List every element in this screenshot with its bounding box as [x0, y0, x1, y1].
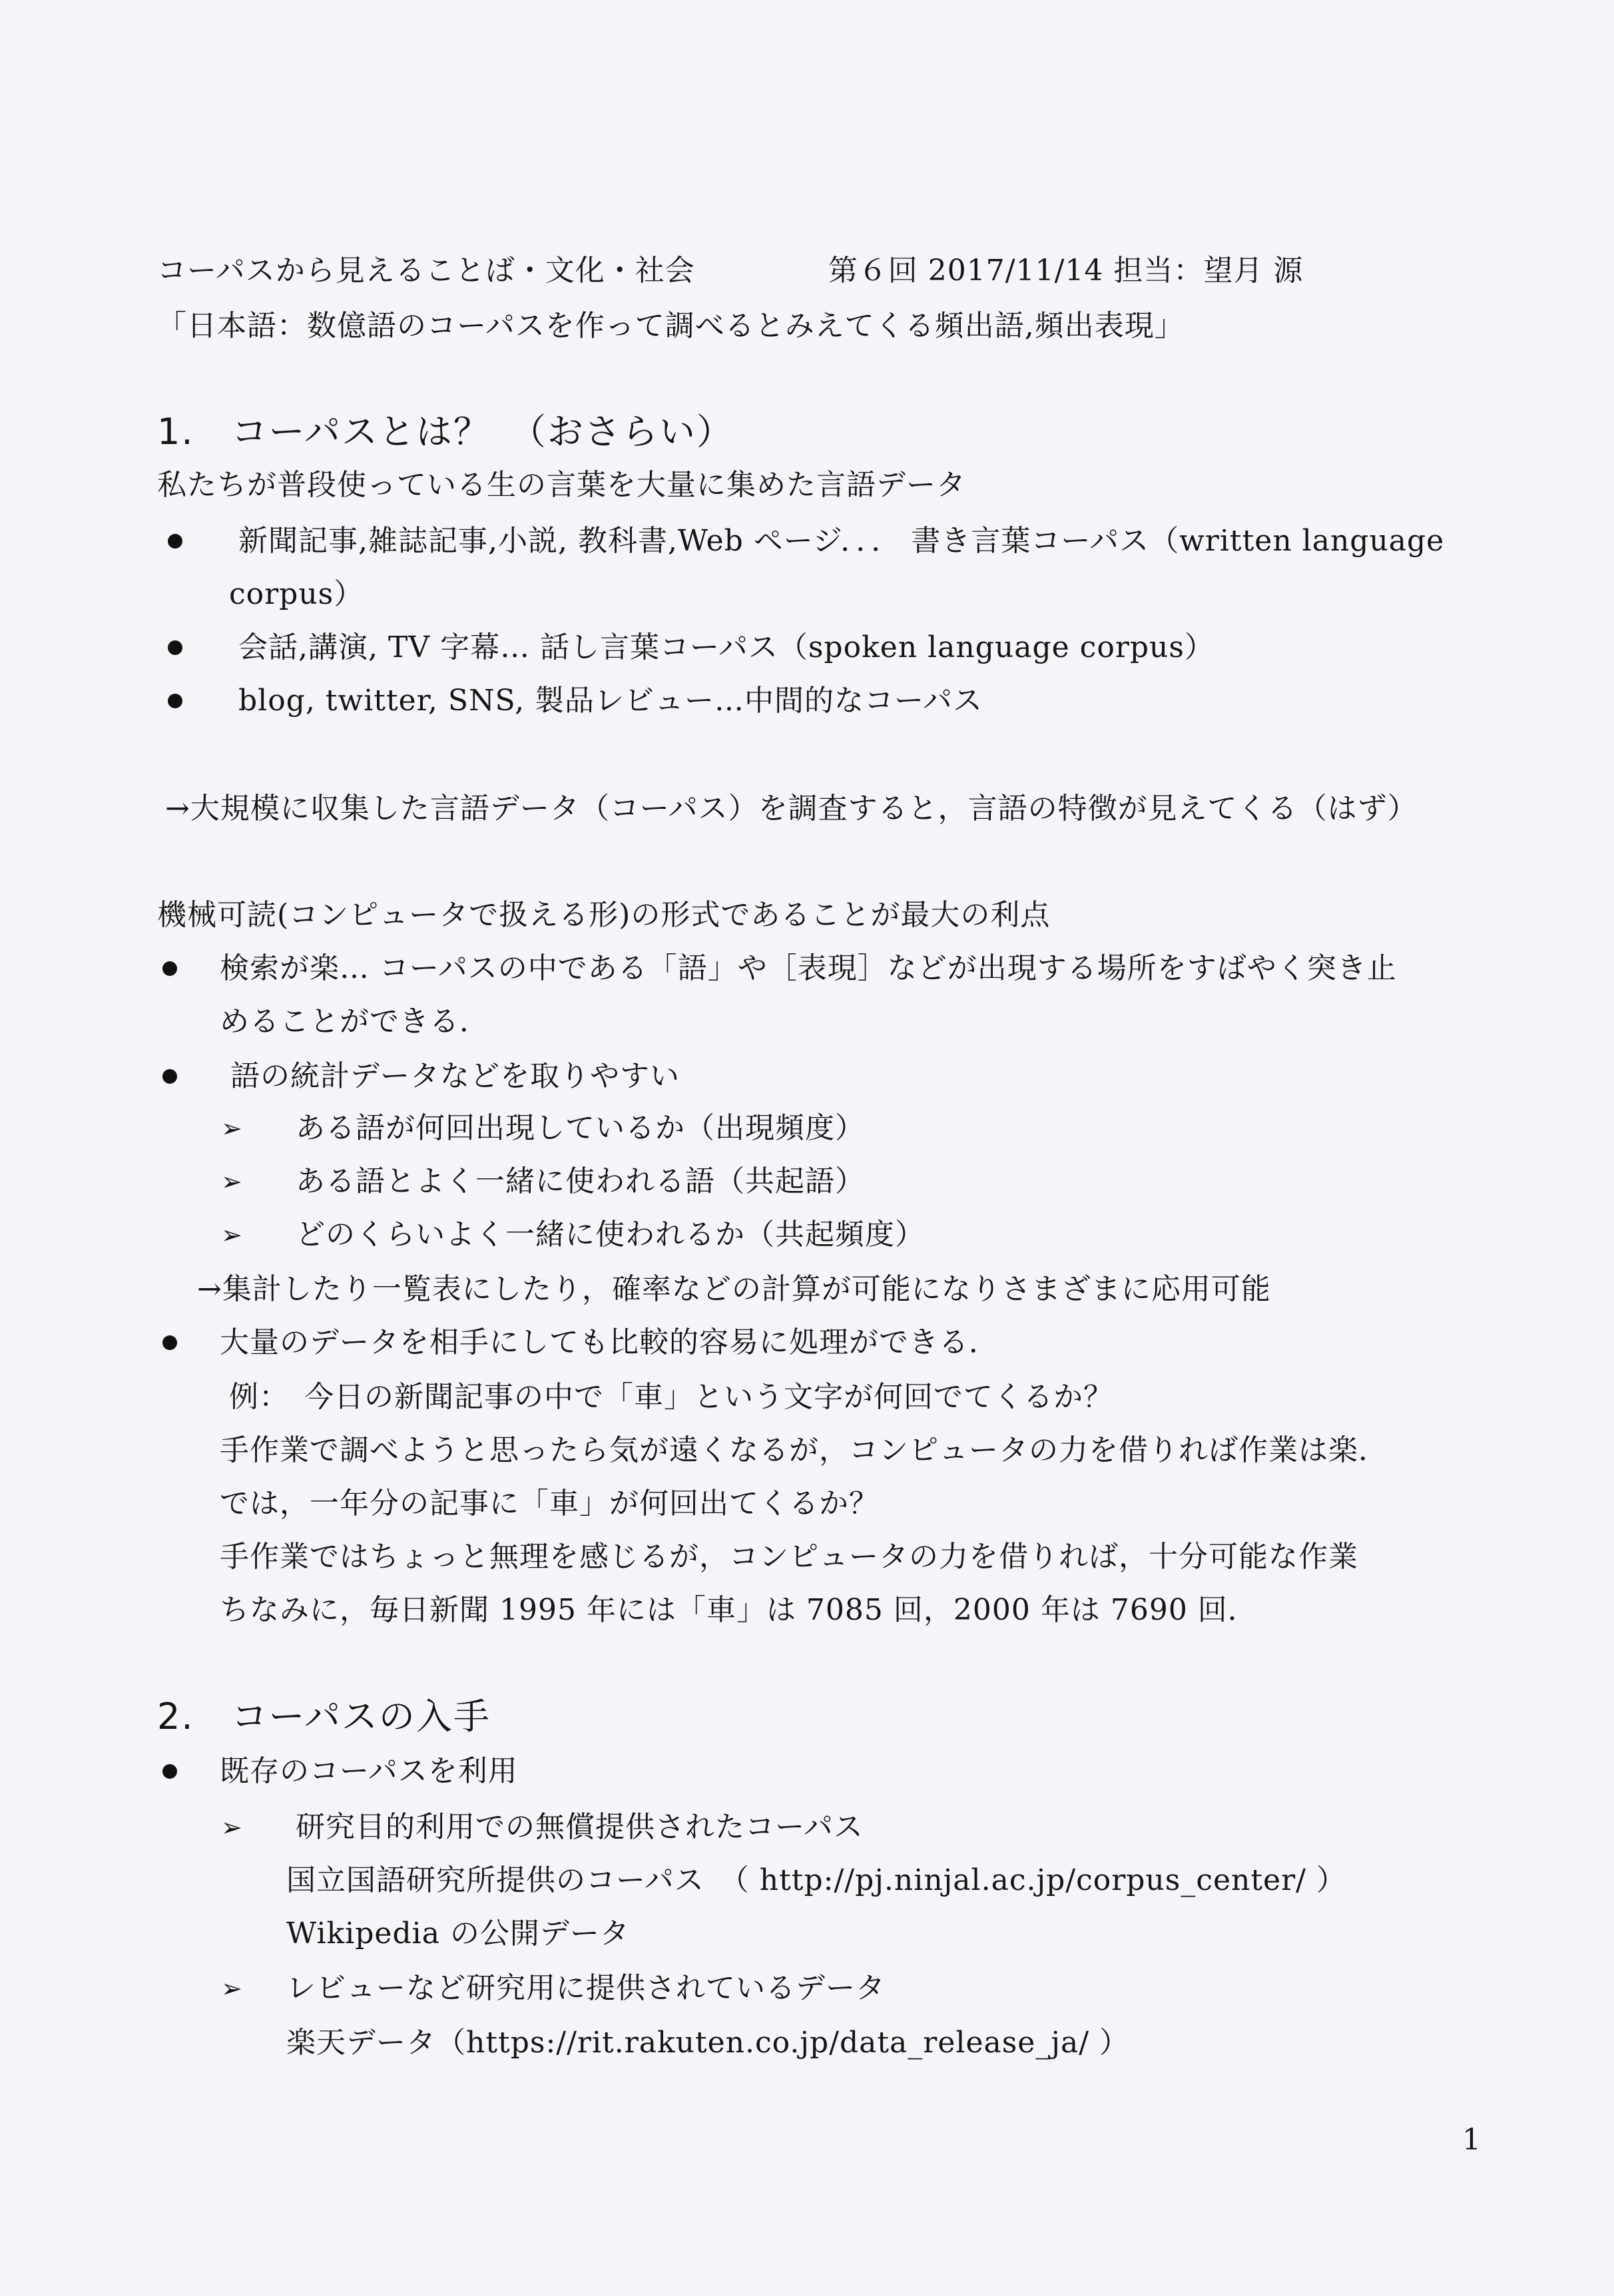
corpus-definition: 私たちが普段使っている生の言葉を大量に集めた言語データ [157, 468, 966, 502]
stats-item: どのくらいよく一緒に使われるか（共起頻度） [296, 1218, 925, 1252]
bullet-dot [168, 534, 182, 549]
session-info: 第６回 2017/11/14 担当：望月 源 [828, 254, 1304, 288]
lecture-topic: 「日本語：数億語のコーパスを作って調べるとみえてくる頻出語,頻出表現」 [157, 309, 1185, 343]
example-line: ちなみに，毎日新聞 1995 年には「車」は 7085 回，2000 年は 7690 回． [220, 1593, 1258, 1627]
arrow-bullet-icon: ➢ [221, 1167, 242, 1196]
arrow-bullet-icon: ➢ [221, 1220, 242, 1250]
example-line: では，一年分の記事に「車」が何回出てくるか？ [220, 1487, 879, 1520]
arrow-bullet-icon: ➢ [221, 1813, 242, 1842]
bulk-processing: 大量のデータを相手にしても比較的容易に処理ができる． [220, 1325, 999, 1359]
ninjal-corpus: 国立国語研究所提供のコーパス （ http://pj.ninjal.ac.jp/corpus_center/ ） [286, 1863, 1346, 1897]
machine-readable-note: 機械可読(コンピュータで扱える形)の形式であることが最大の利点 [157, 898, 1051, 932]
rakuten-data: 楽天データ（https://rit.rakuten.co.jp/data_release_ja/ ） [286, 2026, 1130, 2060]
section-2-heading: 2. コーパスの入手 [157, 1696, 491, 1737]
bullet-dot [168, 640, 182, 655]
example-line: 手作業ではちょっと無理を感じるが，コンピュータの力を借りれば，十分可能な作業 [220, 1540, 1358, 1574]
example-line: 例： 今日の新聞記事の中で「車」という文字が何回でてくるか？ [229, 1380, 1113, 1414]
page-number: 1 [1462, 2123, 1481, 2157]
review-data: レビューなど研究用に提供されているデータ [286, 1971, 886, 2005]
survey-note: →大規模に収集した言語データ（コーパス）を調査すると，言語の特徴が見えてくる（はず） [165, 792, 1418, 825]
search-line-1: 検索が楽… コーパスの中である「語」や［表現］などが出現する場所をすばやく突き止 [220, 951, 1397, 985]
bullet-dot [162, 1764, 177, 1779]
bullet-dot [168, 694, 182, 708]
existing-corpus: 既存のコーパスを利用 [220, 1754, 518, 1788]
stats-item: ある語とよく一緒に使われる語（共起語） [296, 1164, 865, 1198]
written-corpus-line2: corpus） [229, 577, 364, 611]
bullet-dot [162, 961, 177, 976]
stats-item: ある語が何回出現しているか（出現頻度） [296, 1111, 865, 1145]
course-name: コーパスから見えることば・文化・社会 [157, 254, 695, 288]
stats-note: →集計したり一覧表にしたり，確率などの計算が可能になりさまざまに応用可能 [197, 1272, 1271, 1306]
spoken-corpus: 会話,講演, TV 字幕… 話し言葉コーパス（spoken language corpus） [238, 630, 1214, 664]
bullet-dot [162, 1069, 177, 1084]
section-1-heading: 1. コーパスとは？ （おさらい） [157, 411, 734, 453]
search-line-2: めることができる． [220, 1005, 489, 1038]
course-title [157, 252, 1303, 290]
bullet-dot [162, 1335, 177, 1350]
research-free-corpus: 研究目的利用での無償提供されたコーパス [296, 1810, 864, 1844]
stats-intro: 語の統計データなどを取りやすい [230, 1059, 680, 1093]
intermediate-corpus: blog, twitter, SNS, 製品レビュー…中間的なコーパス [238, 684, 983, 718]
arrow-bullet-icon: ➢ [221, 1974, 242, 2003]
written-corpus-line1: 新聞記事,雑誌記事,小説, 教科書,Web ページ．．． 書き言葉コーパス（written language [238, 524, 1445, 558]
arrow-bullet-icon: ➢ [221, 1114, 242, 1143]
wikipedia-data: Wikipedia の公開データ [286, 1917, 630, 1951]
example-line: 手作業で調べようと思ったら気が遠くなるが，コンピュータの力を借りれば作業は楽． [220, 1433, 1388, 1467]
